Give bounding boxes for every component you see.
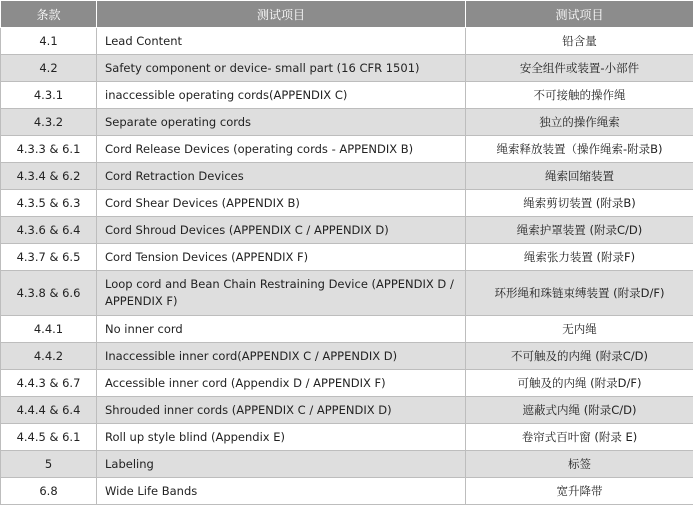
table-row	[1, 136, 693, 163]
table-row	[1, 271, 693, 316]
item-cn-cell: 绳索张力装置 (附录F)	[466, 244, 693, 271]
item-en-cell: Cord Retraction Devices	[97, 163, 466, 190]
item-en-cell: Safety component or device- small part (16 CFR 1501)	[97, 55, 466, 82]
item-en-cell: Labeling	[97, 451, 466, 478]
item-cn-cell: 绳索护罩装置 (附录C/D)	[466, 217, 693, 244]
clause-cell: 4.1	[1, 28, 97, 55]
clause-cell: 4.3.6 & 6.4	[1, 217, 97, 244]
clause-cell: 4.3.5 & 6.3	[1, 190, 97, 217]
table-row	[1, 370, 693, 397]
item-cn-cell: 安全组件或装置-小部件	[466, 55, 693, 82]
item-cn-cell: 不可触及的内绳 (附录C/D)	[466, 343, 693, 370]
table-row	[1, 424, 693, 451]
table-row	[1, 217, 693, 244]
item-en-cell: Cord Shear Devices (APPENDIX B)	[97, 190, 466, 217]
clause-cell: 4.3.4 & 6.2	[1, 163, 97, 190]
item-cn-cell: 宽升降带	[466, 478, 693, 505]
clause-cell: 4.3.3 & 6.1	[1, 136, 97, 163]
header-row	[1, 1, 693, 28]
item-en-cell: Shrouded inner cords (APPENDIX C / APPENDIX D)	[97, 397, 466, 424]
item-cn-cell: 遮蔽式内绳 (附录C/D)	[466, 397, 693, 424]
header-clause: 条款	[1, 1, 97, 28]
item-cn-cell: 无内绳	[466, 316, 693, 343]
table-row	[1, 343, 693, 370]
item-cn-cell: 绳索回缩装置	[466, 163, 693, 190]
clause-cell: 5	[1, 451, 97, 478]
item-cn-cell: 绳索释放装置（操作绳索-附录B)	[466, 136, 693, 163]
item-en-cell: Accessible inner cord (Appendix D / APPENDIX F)	[97, 370, 466, 397]
item-en-cell: Lead Content	[97, 28, 466, 55]
table-row	[1, 28, 693, 55]
table-row	[1, 109, 693, 136]
table-row	[1, 82, 693, 109]
clause-cell: 4.4.3 & 6.7	[1, 370, 97, 397]
header-test-item-en: 测试项目	[97, 1, 466, 28]
clause-cell: 4.4.5 & 6.1	[1, 424, 97, 451]
item-cn-cell: 铅含量	[466, 28, 693, 55]
item-en-cell: Cord Shroud Devices (APPENDIX C / APPENDIX D)	[97, 217, 466, 244]
item-en-cell: inaccessible operating cords(APPENDIX C)	[97, 82, 466, 109]
header-test-item-cn: 测试项目	[466, 1, 693, 28]
clause-cell: 4.4.4 & 6.4	[1, 397, 97, 424]
item-cn-cell: 可触及的内绳 (附录D/F)	[466, 370, 693, 397]
table-row	[1, 451, 693, 478]
item-cn-cell: 环形绳和珠链束缚装置 (附录D/F)	[466, 271, 693, 316]
table-row	[1, 55, 693, 82]
item-en-cell: Loop cord and Bean Chain Restraining Device (APPENDIX D / APPENDIX F)	[97, 271, 466, 316]
clause-cell: 4.3.1	[1, 82, 97, 109]
item-cn-cell: 绳索剪切装置 (附录B)	[466, 190, 693, 217]
table-row	[1, 244, 693, 271]
table-header	[1, 1, 693, 28]
item-en-cell: Cord Tension Devices (APPENDIX F)	[97, 244, 466, 271]
clause-cell: 4.3.7 & 6.5	[1, 244, 97, 271]
item-cn-cell: 标签	[466, 451, 693, 478]
table-row	[1, 190, 693, 217]
table-row	[1, 163, 693, 190]
clause-cell: 4.4.2	[1, 343, 97, 370]
clause-cell: 4.4.1	[1, 316, 97, 343]
clause-cell: 4.3.2	[1, 109, 97, 136]
item-en-cell: Wide Life Bands	[97, 478, 466, 505]
table-row	[1, 316, 693, 343]
clause-cell: 4.2	[1, 55, 97, 82]
item-en-cell: Separate operating cords	[97, 109, 466, 136]
item-en-cell: Cord Release Devices (operating cords - APPENDIX B)	[97, 136, 466, 163]
clause-cell: 4.3.8 & 6.6	[1, 271, 97, 316]
item-cn-cell: 独立的操作绳索	[466, 109, 693, 136]
item-cn-cell: 卷帘式百叶窗 (附录 E)	[466, 424, 693, 451]
table-row	[1, 478, 693, 505]
table-row	[1, 397, 693, 424]
item-en-cell: Inaccessible inner cord(APPENDIX C / APPENDIX D)	[97, 343, 466, 370]
table-body	[1, 28, 693, 505]
item-cn-cell: 不可接触的操作绳	[466, 82, 693, 109]
item-en-cell: Roll up style blind (Appendix E)	[97, 424, 466, 451]
item-en-cell: No inner cord	[97, 316, 466, 343]
clause-cell: 6.8	[1, 478, 97, 505]
